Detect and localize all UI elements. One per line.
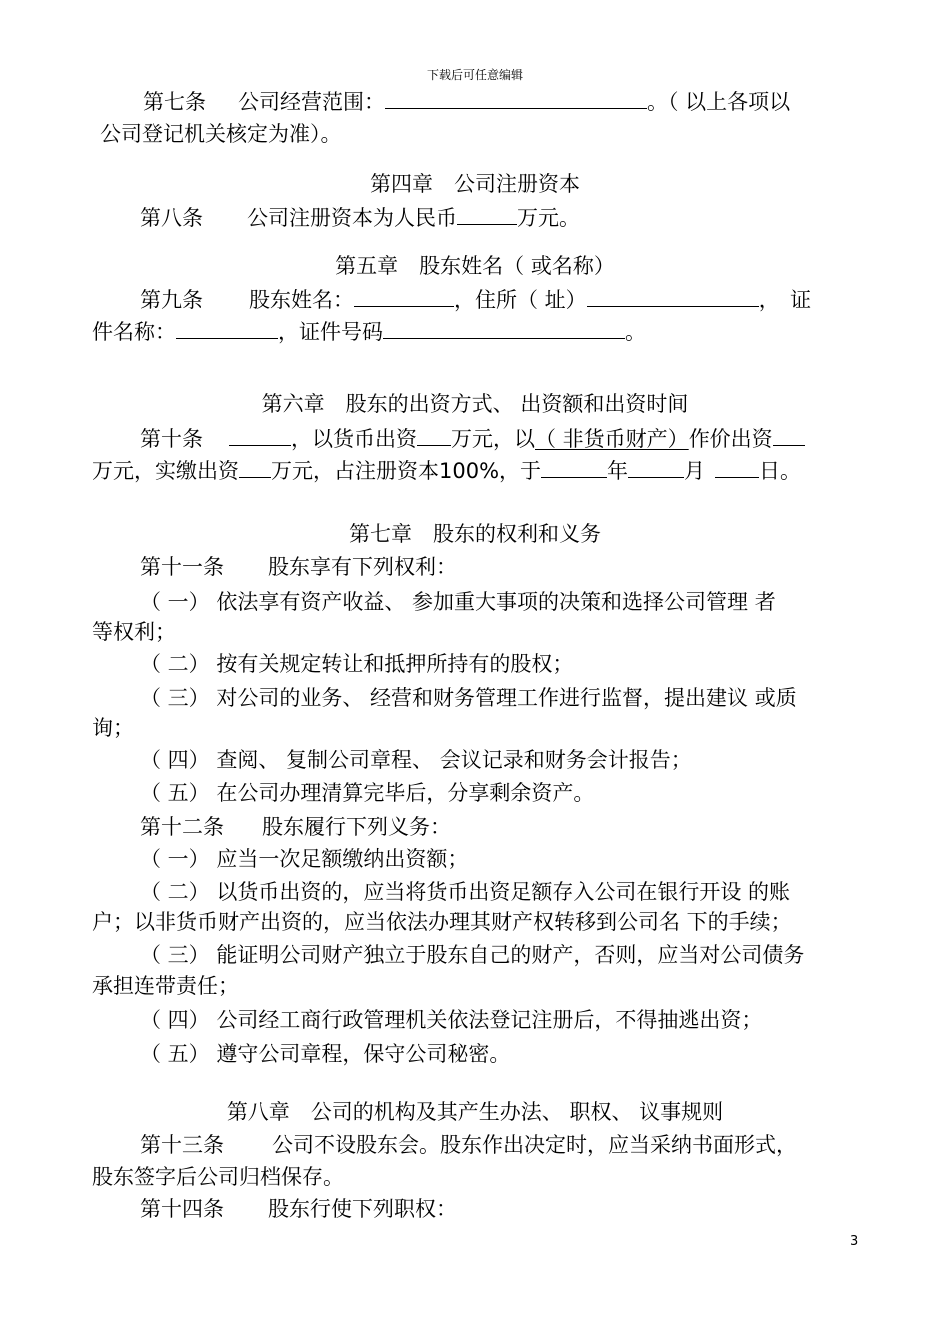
blank-field <box>176 318 278 339</box>
blank-field <box>457 204 517 225</box>
blank-field <box>715 457 759 478</box>
chapter-8-heading: 第八章 公司的机构及其产生办法、 职权、 议事规则 <box>226 1100 724 1124</box>
page-number: 3 <box>850 1234 859 1249</box>
blank-field <box>628 457 684 478</box>
blank-field <box>417 425 451 446</box>
right-item: （ 五） 在公司办理清算完毕后，分享剩余资产。 <box>140 781 595 805</box>
article-label: 第七条 <box>143 90 206 114</box>
right-item: （ 四） 查阅、 复制公司章程、 会议记录和财务会计报告； <box>140 748 692 772</box>
chapter-4-heading: 第四章 公司注册资本 <box>370 172 580 196</box>
article-7: 第七条 公司经营范围： 。（ 以上各项以 <box>143 90 791 114</box>
duty-item: （ 一） 应当一次足额缴纳出资额； <box>140 847 469 871</box>
page-header: 下载后可任意编辑 <box>426 68 523 82</box>
blank-field <box>239 457 271 478</box>
duty-item: （ 二） 以货币出资的，应当将货币出资足额存入公司在银行开设 的账 <box>140 880 791 904</box>
article-9-cont: 件名称： ，证件号码 。 <box>92 320 646 344</box>
blank-field <box>229 425 291 446</box>
article-11: 第十一条 股东享有下列权利： <box>140 555 457 579</box>
duty-item: （ 三） 能证明公司财产独立于股东自己的财产，否则，应当对公司债务 <box>140 943 805 967</box>
right-item: （ 二） 按有关规定转让和抵押所持有的股权； <box>140 652 574 676</box>
article-9: 第九条 股东姓名： ，住所（ 址） ， 证 <box>140 288 812 312</box>
blank-field <box>541 457 607 478</box>
blank-field <box>385 88 647 109</box>
duty-item: （ 五） 遵守公司章程，保守公司秘密。 <box>140 1042 511 1066</box>
chapter-6-heading: 第六章 股东的出资方式、 出资额和出资时间 <box>261 392 689 416</box>
right-item-cont: 询； <box>92 716 134 740</box>
article-8: 第八条 公司注册资本为人民币 万元。 <box>140 206 580 230</box>
blank-field <box>354 286 454 307</box>
chapter-7-heading: 第七章 股东的权利和义务 <box>349 522 601 546</box>
article-7-cont: 公司登记机关核定为准）。 <box>100 122 342 146</box>
chapter-5-heading: 第五章 股东姓名（ 或名称） <box>335 254 615 278</box>
article-13: 第十三条 公司不设股东会。股东作出决定时，应当采纳书面形式， <box>140 1133 797 1157</box>
article-14: 第十四条 股东行使下列职权： <box>140 1197 457 1221</box>
article-12: 第十二条 股东履行下列义务： <box>140 815 451 839</box>
duty-item-cont: 户；以非货币财产出资的，应当依法办理其财产权转移到公司名 下的手续； <box>92 910 792 934</box>
duty-item-cont: 承担连带责任； <box>92 974 239 998</box>
duty-item: （ 四） 公司经工商行政管理机关依法登记注册后，不得抽逃出资； <box>140 1008 763 1032</box>
article-13-cont: 股东签字后公司归档保存。 <box>92 1165 344 1189</box>
right-item: （ 一） 依法享有资产收益、 参加重大事项的决策和选择公司管理 者 <box>140 590 776 614</box>
article-10-cont: 万元，实缴出资 万元，占注册资本100%，于 年 月 日。 <box>92 459 802 483</box>
blank-field <box>773 425 805 446</box>
article-text: 公司经营范围： <box>238 90 385 114</box>
blank-field <box>587 286 759 307</box>
right-item: （ 三） 对公司的业务、 经营和财务管理工作进行监督，提出建议 或质 <box>140 686 797 710</box>
article-10: 第十条 ，以货币出资 万元，以（ 非货币财产）作价出资 <box>140 425 805 453</box>
right-item-cont: 等权利； <box>92 620 176 644</box>
blank-field <box>383 318 625 339</box>
